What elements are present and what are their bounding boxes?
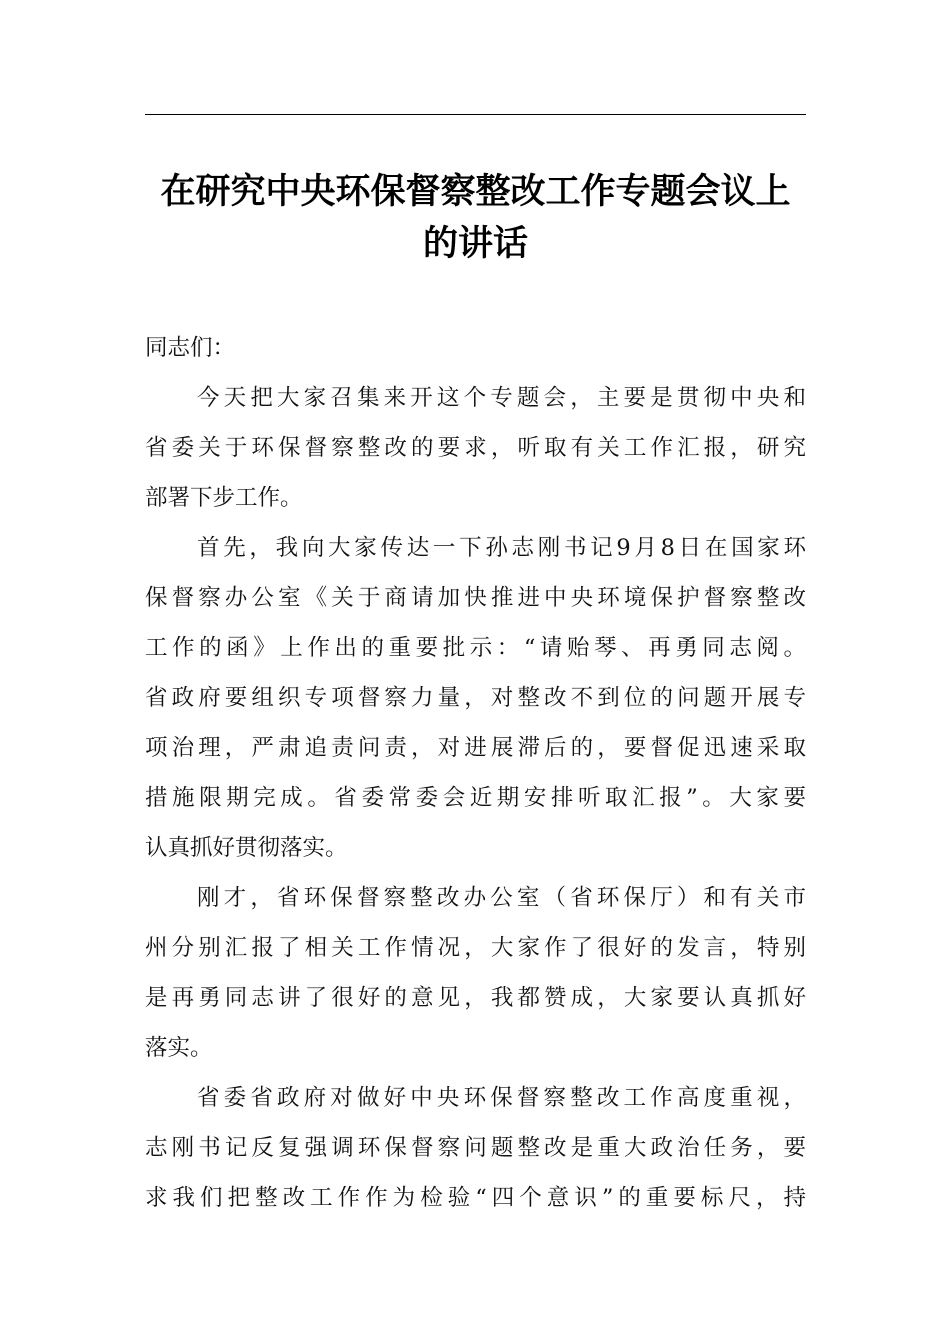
body-text-line: 州分别汇报了相关工作情况，大家作了很好的发言，特别	[145, 935, 806, 961]
body-text-line: 措施限期完成。省委常委会近期安排听取汇报”。大家要	[145, 785, 806, 811]
title-line: 的讲话	[422, 223, 528, 264]
header-rule	[145, 114, 806, 115]
body-text-line: 刚才，省环保督察整改办公室（省环保厅）和有关市	[197, 885, 806, 911]
body-text-line: 项治理，严肃追责问责，对进展滞后的，要督促迅速采取	[145, 735, 806, 761]
body-text-line: 部署下步工作。	[145, 485, 303, 511]
body-text-line: 同志们：	[145, 335, 236, 361]
body-text-line: 省委省政府对做好中央环保督察整改工作高度重视，	[197, 1085, 806, 1111]
body-text-line: 省政府要组织专项督察力量，对整改不到位的问题开展专	[145, 685, 806, 711]
document-body	[145, 323, 806, 1223]
document-title	[145, 166, 806, 270]
body-text-line: 工作的函》上作出的重要批示：“请贻琴、再勇同志阅。	[145, 635, 806, 661]
body-text-line: 今天把大家召集来开这个专题会，主要是贯彻中央和	[197, 385, 806, 411]
title-line: 在研究中央环保督察整改工作专题会议上	[160, 171, 791, 212]
body-text-line: 落实。	[145, 1035, 213, 1061]
body-text-line: 省委关于环保督察整改的要求，听取有关工作汇报，研究	[145, 435, 806, 461]
body-text-line: 志刚书记反复强调环保督察问题整改是重大政治任务，要	[145, 1135, 806, 1161]
body-text-line: 是再勇同志讲了很好的意见，我都赞成，大家要认真抓好	[145, 985, 806, 1011]
body-text-line: 保督察办公室《关于商请加快推进中央环境保护督察整改	[145, 585, 806, 611]
body-text-line: 首先，我向大家传达一下孙志刚书记9月8日在国家环	[197, 535, 806, 561]
body-text-line: 认真抓好贯彻落实。	[145, 835, 348, 861]
body-text-line: 求我们把整改工作作为检验“四个意识”的重要标尺，持	[145, 1185, 806, 1211]
